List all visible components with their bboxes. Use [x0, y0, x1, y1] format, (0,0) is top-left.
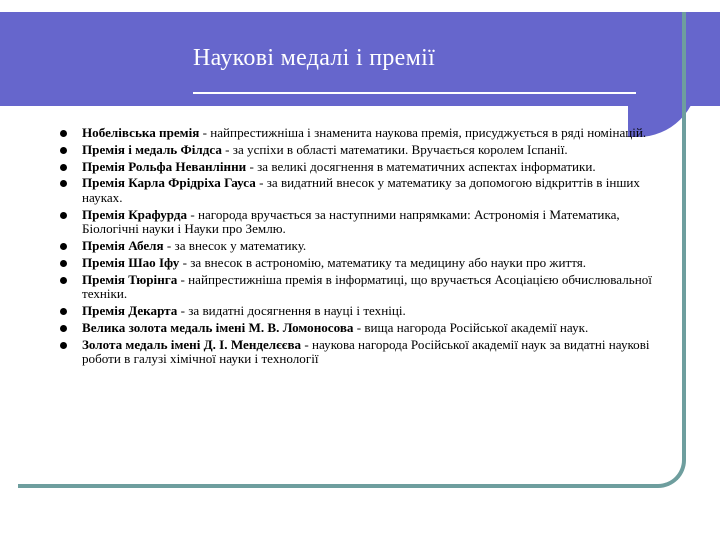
bullet-icon [60, 325, 67, 332]
award-name: Премія Карла Фрідріха Гауса [82, 175, 256, 191]
list-item [60, 321, 670, 336]
title-underline [193, 92, 636, 94]
list-item [60, 160, 670, 175]
list-item [60, 304, 670, 319]
list-item [60, 273, 670, 302]
list-item [60, 338, 670, 367]
bullet-icon [60, 342, 67, 349]
slide-title: Наукові медалі і премії [193, 45, 436, 71]
award-name: Премія Абеля [82, 238, 164, 254]
award-description: - найпрестижніша премія в інформатиці, що вручається Асоціацією обчислювальної техніки. [82, 271, 652, 302]
bullet-icon [60, 277, 67, 284]
award-name: Золота медаль імені Д. І. Менделєєва [82, 336, 302, 352]
award-name: Премія Крафурда [82, 206, 188, 222]
award-name: Премія Рольфа Неванлінни [82, 158, 247, 174]
award-description: - найпрестижніша і знаменита наукова премія, присуджується в ряді номінацій. [199, 125, 647, 140]
list-item [60, 176, 670, 205]
list-item [60, 208, 670, 237]
awards-list [60, 126, 670, 369]
list-item [60, 239, 670, 254]
list-item [60, 256, 670, 271]
award-name: Премія Шао Іфу [82, 254, 180, 270]
award-name: Велика золота медаль імені М. В. Ломоносова [82, 319, 354, 335]
award-description: - за успіхи в області математики. Вручається королем Іспанії. [221, 141, 568, 157]
bullet-icon [60, 180, 67, 187]
award-description: - вища нагорода Російської академії наук. [353, 319, 589, 335]
award-description: - нагорода вручається за наступними напрямками: Астрономія і Математика, Біологічні науки і Науки про Землю. [82, 206, 620, 237]
bullet-icon [60, 212, 67, 219]
award-description: - за великі досягнення в математичних аспектах інформатики. [246, 158, 596, 174]
award-description: - за видатні досягнення в науці і техніці. [177, 303, 406, 319]
award-description: - наукова нагорода Російської академії наук за видатні наукові роботи в галузі хімічної науки і технології [82, 336, 650, 367]
bullet-icon [60, 130, 67, 137]
bullet-icon [60, 164, 67, 171]
award-description: - за видатний внесок у математику за допомогою відкриттів в інших науках. [82, 175, 640, 205]
award-description: - за внесок в астрономію, математику та медицину або науки про життя. [179, 254, 587, 270]
award-name: Премія Декарта [82, 303, 178, 319]
award-description: - за внесок у математику. [163, 238, 307, 254]
list-item [60, 126, 670, 141]
award-name: Нобелівська премія [82, 125, 200, 140]
bullet-icon [60, 260, 67, 267]
bullet-icon [60, 243, 67, 250]
bullet-icon [60, 147, 67, 154]
list-item [60, 143, 670, 158]
bullet-icon [60, 308, 67, 315]
award-name: Премія і медаль Філдса [82, 141, 222, 157]
award-name: Премія Тюрінга [82, 271, 178, 287]
